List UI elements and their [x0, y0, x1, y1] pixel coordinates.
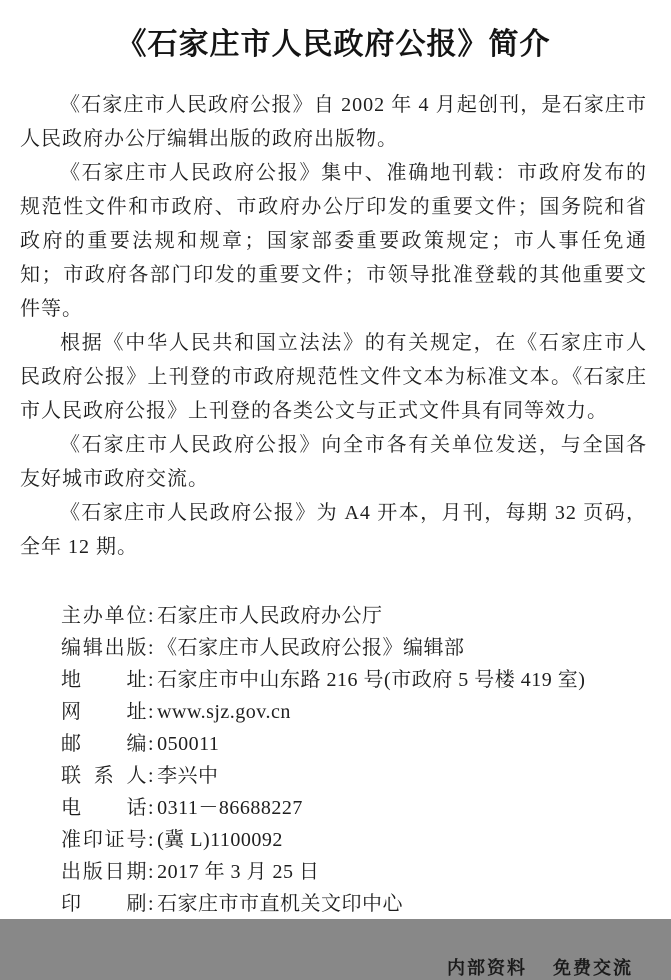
info-label: 印刷 [61, 893, 147, 915]
footer-free-exchange: 免费交流 [553, 958, 633, 978]
paragraph-founding: 《石家庄市人民政府公报》自 2002 年 4 月起创刊，是石家庄市人民政府办公厅编辑出版的政府出版物。 [20, 94, 647, 150]
page-title: 《石家庄市人民政府公报》简介 [116, 28, 551, 61]
info-value: 李兴中 [157, 765, 219, 787]
info-value: (冀 L)1100092 [157, 829, 283, 851]
publication-info [20, 600, 647, 920]
info-value: 石家庄市中山东路 216 号(市政府 5 号楼 419 室) [157, 669, 586, 691]
intro-paragraphs [20, 88, 647, 564]
info-label: 出版日期 [61, 861, 147, 883]
info-row-publish-date [61, 856, 647, 888]
label-colon: : [148, 637, 155, 659]
label-colon: : [148, 733, 155, 755]
footer-internal-material: 内部资料 [447, 958, 527, 978]
info-label: 网址 [61, 701, 147, 723]
info-label: 联系人 [61, 765, 147, 787]
label-colon: : [148, 797, 155, 819]
info-value: 石家庄市市直机关文印中心 [157, 893, 404, 915]
info-value: 石家庄市人民政府办公厅 [157, 605, 383, 627]
footer-notice [20, 954, 647, 980]
label-colon: : [148, 669, 155, 691]
info-row-website [61, 696, 647, 728]
info-row-contact-person [61, 760, 647, 792]
label-colon: : [148, 893, 155, 915]
info-label: 地址 [61, 669, 147, 691]
info-label: 主办单位 [61, 605, 147, 627]
info-row-print-permit [61, 824, 647, 856]
label-colon: : [148, 861, 155, 883]
label-colon: : [148, 765, 155, 787]
info-row-address [61, 664, 647, 696]
info-value: 0311－86688227 [157, 797, 303, 819]
info-label: 电话 [61, 797, 147, 819]
info-row-host-unit [61, 600, 647, 632]
label-colon: : [148, 701, 155, 723]
paragraph-legal-status: 根据《中华人民共和国立法法》的有关规定，在《石家庄市人民政府公报》上刊登的市政府规范性文件文本为标准文本。《石家庄市人民政府公报》上刊登的各类公文与正式文件具有同等效力。 [20, 332, 647, 422]
label-colon: : [148, 829, 155, 851]
info-value: www.sjz.gov.cn [157, 701, 291, 723]
info-row-telephone [61, 792, 647, 824]
info-row-postal-code [61, 728, 647, 760]
info-value: 050011 [157, 733, 220, 755]
paragraph-distribution: 《石家庄市人民政府公报》向全市各有关单位发送，与全国各友好城市政府交流。 [20, 434, 647, 490]
info-label: 准印证号 [61, 829, 147, 851]
info-value: 《石家庄市人民政府公报》编辑部 [157, 637, 465, 659]
info-row-editor-publisher [61, 632, 647, 664]
info-value: 2017 年 3 月 25 日 [157, 861, 320, 883]
info-label: 邮编 [61, 733, 147, 755]
info-row-printer [61, 888, 647, 920]
label-colon: : [148, 605, 155, 627]
info-label: 编辑出版 [61, 637, 147, 659]
paragraph-format: 《石家庄市人民政府公报》为 A4 开本，月刊，每期 32 页码，全年 12 期。 [20, 502, 647, 558]
paragraph-contents: 《石家庄市人民政府公报》集中、准确地刊载：市政府发布的规范性文件和市政府、市政府办公厅印发的重要文件；国务院和省政府的重要法规和规章；国家部委重要政策规定；市人事任免通知；市政府各部门印发的重要文件；市领导批准登载的其他重要文件等。 [20, 162, 647, 320]
